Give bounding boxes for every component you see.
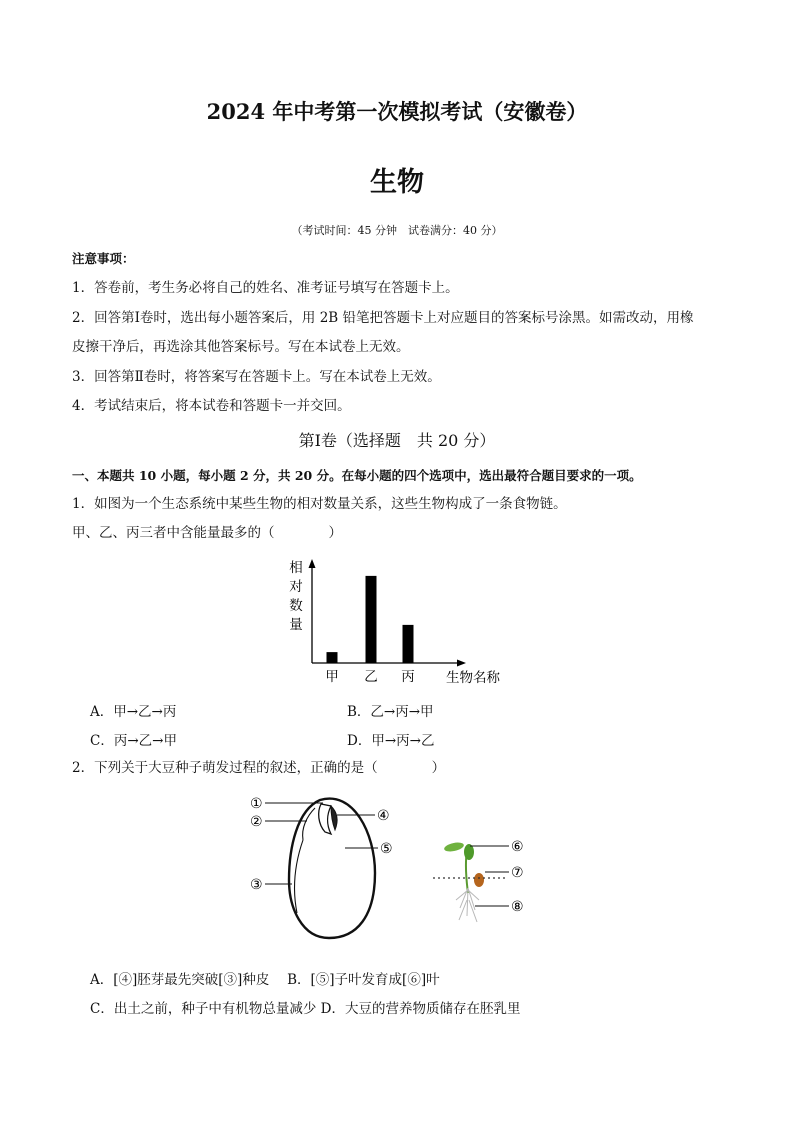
q2-option-ab: A．[④]胚芽最先突破[③]种皮 B．[⑤]子叶发育成[⑥]叶 [90, 972, 440, 988]
notice-item: 3．回答第Ⅱ卷时，将答案写在答题卡上。写在本试卷上无效。 [72, 369, 441, 385]
q1-stem-line1: 1．如图为一个生态系统中某些生物的相对数量关系，这些生物构成了一条食物链。 [72, 496, 567, 512]
notice-item: 皮擦干净后，再选涂其他答案标号。写在本试卷上无效。 [72, 339, 410, 355]
label-3: ③ [250, 877, 263, 893]
q2-stem: 2．下列关于大豆种子萌发过程的叙述，正确的是（ ） [72, 760, 446, 776]
x-axis-label: 生物名称 [446, 670, 500, 686]
q1-option-b: B．乙→丙→甲 [347, 704, 434, 720]
label-6: ⑥ [511, 839, 524, 855]
exam-info: （考试时间：45 分钟 试卷满分：40 分） [291, 224, 503, 237]
label-7: ⑦ [511, 865, 524, 881]
x-axis-arrow [457, 660, 466, 667]
food-chain-bar-chart [280, 555, 520, 690]
y-axis-label [289, 559, 303, 633]
y-axis-label-char: 量 [289, 617, 303, 633]
q1-option-a: A．甲→乙→丙 [90, 704, 177, 720]
y-axis-label-char: 相 [289, 560, 303, 576]
q1-stem-line2: 甲、乙、丙三者中含能量最多的（ ） [72, 525, 342, 541]
bar-2 [366, 576, 377, 663]
label-5: ⑤ [380, 841, 393, 857]
category-label: 丙 [401, 669, 415, 685]
bar-1 [327, 652, 338, 663]
notice-item: 4．考试结束后，将本试卷和答题卡一并交回。 [72, 398, 351, 414]
soybean-seed-diagram [245, 788, 545, 948]
q1-option-c: C．丙→乙→甲 [90, 733, 177, 749]
label-2: ② [250, 814, 263, 830]
category-label: 乙 [364, 669, 378, 685]
notice-item: 2．回答第Ⅰ卷时，选出每小题答案后，用 2B 铅笔把答题卡上对应题目的答案标号涂黑。如需改动，用橡 [72, 310, 694, 326]
exam-title: 2024 年中考第一次模拟考试（安徽卷） [206, 99, 588, 124]
y-axis-arrow [309, 559, 316, 568]
q2-option-cd: C．出土之前，种子中有机物总量减少 D．大豆的营养物质储存在胚乳里 [90, 1001, 521, 1017]
label-1: ① [250, 796, 263, 812]
notice-item: 1．答卷前，考生务必将自己的姓名、准考证号填写在答题卡上。 [72, 280, 459, 296]
section-instruction: 一、本题共 10 小题，每小题 2 分，共 20 分。在每小题的四个选项中，选出最符合题目要求的一项。 [72, 468, 642, 483]
notice-heading: 注意事项： [72, 251, 135, 266]
label-8: ⑧ [511, 899, 524, 915]
seedling-illustration [443, 841, 484, 922]
y-axis-label-char: 数 [289, 598, 303, 614]
y-axis-label-char: 对 [289, 579, 303, 595]
bar-3 [403, 625, 414, 663]
category-label: 甲 [325, 669, 339, 685]
section-title: 第Ⅰ卷（选择题 共 20 分） [298, 431, 496, 450]
q1-option-d: D．甲→丙→乙 [347, 733, 435, 749]
label-4: ④ [377, 808, 390, 824]
subject-title: 生物 [370, 167, 424, 198]
